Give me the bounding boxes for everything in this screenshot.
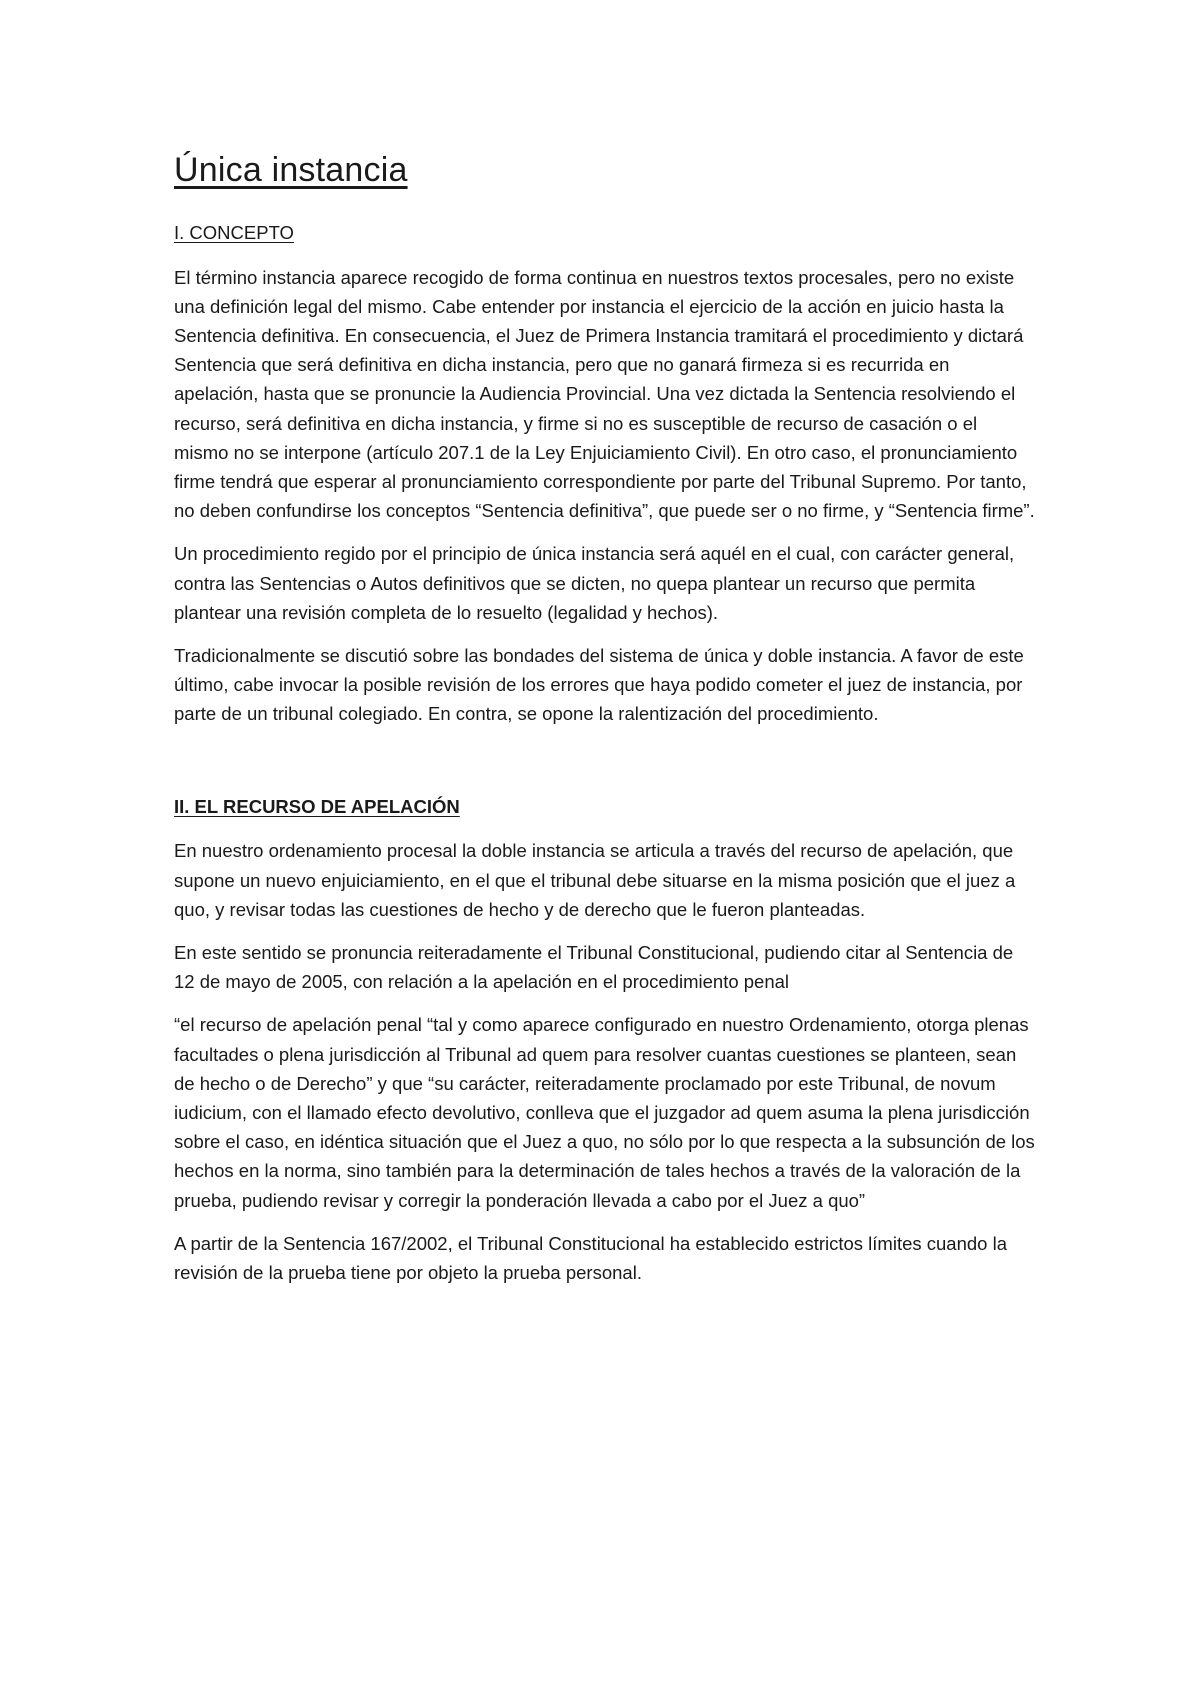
paragraph: El término instancia aparece recogido de forma continua en nuestros textos procesales, pero no existe una definición legal del mismo. Cabe entender por instancia el ejercicio de la acción en juicio hasta la Sentencia definitiva. En consecuencia, el Juez de Primera Instancia tramitará el procedimiento y dictará Sentencia que será definitiva en dicha instancia, pero que no ganará firmeza si es recurrida en apelación, hasta que se pronuncie la Audiencia Provincial. Una vez dictada la Sentencia resolviendo el recurso, será definitiva en dicha instancia, y firme si no es susceptible de recurso de casación o el mismo no se interpone (artículo 207.1 de la Ley Enjuiciamiento Civil). En otro caso, el pronunciamiento firme tendrá que esperar al pronunciamiento correspondiente por parte del Tribunal Supremo. Por tanto, no deben confundirse los conceptos “Sentencia definitiva”, que puede ser o no firme, y “Sentencia firme”.: [174, 266, 1035, 522]
paragraph: A partir de la Sentencia 167/2002, el Tribunal Constitucional ha establecido estrictos límites cuando la revisión de la prueba tiene por objeto la prueba personal.: [174, 1232, 1007, 1283]
section-spacer: [174, 743, 1036, 793]
document-title: Única instancia: [174, 151, 408, 189]
paragraph: En nuestro ordenamiento procesal la doble instancia se articula a través del recurso de apelación, que supone un nuevo enjuiciamiento, en el que el tribunal debe situarse en la misma posición que el juez a quo, y revisar todas las cuestiones de hecho y de derecho que le fueron planteadas.: [174, 840, 1016, 920]
section-heading-concepto: I. CONCEPTO: [174, 221, 294, 243]
section-heading-recurso-apelacion: II. EL RECURSO DE APELACIÓN: [174, 795, 460, 817]
paragraph: Tradicionalmente se discutió sobre las bondades del sistema de única y doble instancia. A favor de este último, cabe invocar la posible revisión de los errores que haya podido cometer el juez de instancia, por parte de un tribunal colegiado. En contra, se opone la ralentización del procedimiento.: [174, 644, 1024, 725]
paragraph: En este sentido se pronuncia reiteradamente el Tribunal Constitucional, pudiendo citar al Sentencia de 12 de mayo de 2005, con relación a la apelación en el procedimiento penal: [174, 941, 1014, 993]
paragraph: Un procedimiento regido por el principio de única instancia será aquél en el cual, con carácter general, contra las Sentencias o Autos definitivos que se dicten, no quepa plantear un recurso que permita plantear una revisión completa de lo resuelto (legalidad y hechos).: [174, 543, 1015, 623]
quoted-paragraph: “el recurso de apelación penal “tal y como aparece configurado en nuestro Ordenamiento, otorga plenas facultades o plena jurisdicción al Tribunal ad quem para resolver cuantas cuestiones se planteen, sean de hecho o de Derecho” y que “su carácter, reiteradamente proclamado por este Tribunal, de novum iudicium, con el llamado efecto devolutivo, conlleva que el juzgador ad quem asuma la plena jurisdicción sobre el caso, en idéntica situación que el Juez a quo, no sólo por lo que respecta a la subsunción de los hechos en la norma, sino también para la determinación de tales hechos a través de la valoración de la prueba, pudiendo revisar y corregir la ponderación llevada a cabo por el Juez a quo”: [174, 1014, 1035, 1211]
document-page: [174, 150, 1036, 1301]
